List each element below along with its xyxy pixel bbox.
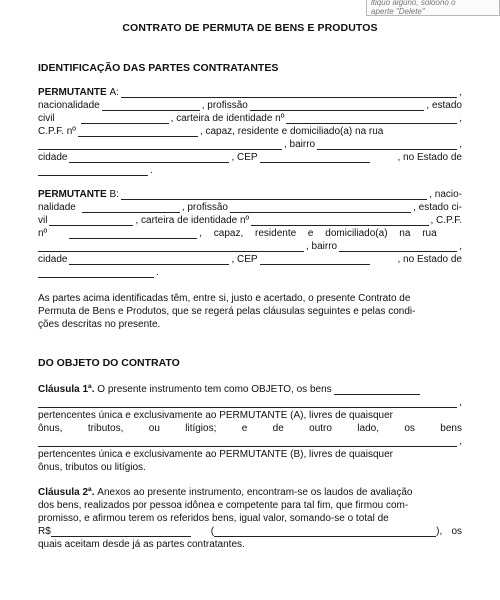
label-cpf: , C.P.F. (430, 215, 462, 226)
label-cidade: cidade (38, 254, 68, 265)
party-a-neighborhood-field[interactable] (317, 140, 457, 150)
party-a-state-field[interactable] (38, 166, 148, 176)
text-line: ções descritas no presente. (38, 319, 161, 330)
party-a-street-field[interactable] (38, 140, 282, 150)
clause-2-value-field[interactable] (51, 527, 191, 537)
label-capaz: , capaz, residente e domiciliado(a) na rua (199, 228, 437, 239)
document-title: CONTRATO DE PERMUTA DE BENS E PRODUTOS (122, 22, 378, 34)
party-a-block: PERMUTANTE A: , nacionalidade , profissão , estado civil , carteira de identidade nº , C.P.F. nº , capaz, residente e domiciliado(a) na rua , bairro , cidade , CEP , no Estado de . (38, 87, 462, 176)
label-bairro: , bairro (284, 139, 316, 150)
party-b-letter: B: (109, 189, 119, 200)
party-a-nationality-field[interactable] (102, 101, 200, 111)
text-line: O presente instrumento tem como OBJETO, os bens (97, 384, 332, 395)
text-line: promisso, e afirmou terem os referidos bens, igual valor, somando-se o total de (38, 513, 389, 524)
text-line: quais aceitam desde já as partes contratantes. (38, 539, 245, 550)
text-line: ônus, tributos ou litígios. (38, 462, 146, 473)
paren-open: ( (210, 526, 215, 537)
label-cpf: C.P.F. nº (38, 126, 76, 137)
label-carteira: , carteira de identidade nº (135, 215, 250, 226)
clause-1: Cláusula 1ª. O presente instrumento tem como OBJETO, os bens , pertencentes única e exclusivamente ao PERMUTANTE (A), livres de quaisquer ônus, tributos, ou litígios; e de outro lado, os bens , pertencentes única e exclusivamente ao PERMUTANTE (B), livres de quaisquer ônus, tributos ou litígios. (38, 384, 462, 473)
clause-2-label: Cláusula 2ª. (38, 487, 95, 498)
section-heading-object: DO OBJETO DO CONTRATO (38, 357, 180, 369)
label-cidade: cidade (38, 152, 68, 163)
text-line: pertencentes única e exclusivamente ao PERMUTANTE (B), livres de quaisquer (38, 449, 393, 460)
party-b-id-field[interactable] (251, 216, 428, 226)
party-b-cep-field[interactable] (260, 255, 370, 265)
clause-1-goods-a-field-cont[interactable] (38, 398, 457, 408)
clause-2-value-words-field[interactable] (214, 527, 436, 537)
label-estado-ci: , estado ci- (413, 202, 462, 213)
label-estado-de: , no Estado de (397, 152, 462, 163)
party-a-city-field[interactable] (69, 153, 229, 163)
party-b-state-field[interactable] (38, 268, 154, 278)
text-os: os (451, 526, 462, 537)
label-nalidade: nalidade (38, 202, 76, 213)
label-nacio: , nacio- (429, 189, 462, 200)
party-a-profession-field[interactable] (250, 101, 425, 111)
party-a-id-field[interactable] (286, 114, 457, 124)
label-capaz: , capaz, residente e domiciliado(a) na rua (199, 126, 384, 137)
label-civil: civil (38, 113, 55, 124)
label-no: nº (38, 228, 48, 239)
section-heading-identification: IDENTIFICAÇÃO DAS PARTES CONTRATANTES (38, 62, 279, 74)
party-a-cep-field[interactable] (260, 153, 370, 163)
label-cep: , CEP (231, 152, 258, 163)
party-b-label: PERMUTANTE (38, 189, 107, 200)
party-b-city-field[interactable] (69, 255, 229, 265)
party-b-civil-field[interactable] (49, 216, 133, 226)
intro-paragraph (38, 292, 462, 331)
paren-close: ), (436, 526, 443, 537)
label-estado: , estado (426, 100, 462, 111)
party-a-name-field[interactable] (121, 88, 457, 98)
clause-2 (38, 486, 462, 551)
label-profissao: , profissão (181, 202, 228, 213)
label-rs: R$ (38, 526, 51, 537)
label-nacionalidade: nacionalidade (38, 100, 100, 111)
party-a-cpf-field[interactable] (78, 127, 198, 137)
party-b-profession-field[interactable] (230, 203, 411, 213)
text-line: As partes acima identificadas têm, entre si, justo e acertado, o presente Contrato de (38, 293, 411, 304)
text-line: dos bens, realizados por pessoa idônea e competente para tal fim, que firmou com- (38, 500, 409, 511)
label-cep: , CEP (231, 254, 258, 265)
text-line: ônus, tributos, ou litígios; e de outro lado, os bens (38, 423, 462, 434)
label-profissao: , profissão (201, 100, 248, 111)
tooltip-line: aperte "Delete" (371, 7, 425, 16)
party-b-block: PERMUTANTE B: , nacio- nalidade , profissão , estado ci- vil , carteira de identidade nº , C.P.F. nº , capaz, residente e domiciliado(a) na rua , bairro , cidade , CEP , no Estado de . (38, 189, 462, 278)
party-a-letter: A: (109, 87, 119, 98)
text-line: Permuta de Bens e Produtos, que se regerá pelas cláusulas seguintes e pelas condi- (38, 306, 416, 317)
label-carteira: , carteira de identidade nº (170, 113, 285, 124)
party-b-neighborhood-field[interactable] (339, 242, 457, 252)
tooltip-hint (366, 0, 500, 16)
party-a-label: PERMUTANTE (38, 87, 107, 98)
label-vil: vil (38, 215, 48, 226)
label-bairro: , bairro (306, 241, 338, 252)
clause-1-label: Cláusula 1ª. (38, 384, 95, 395)
party-b-cpf-field[interactable] (69, 229, 197, 239)
clause-1-goods-a-field[interactable] (334, 385, 420, 395)
label-estado-de: , no Estado de (397, 254, 462, 265)
text-line: Anexos ao presente instrumento, encontram-se os laudos de avaliação (97, 487, 413, 498)
text-line: pertencentes única e exclusivamente ao PERMUTANTE (A), livres de quaisquer (38, 410, 393, 421)
party-a-civil-field[interactable] (81, 114, 169, 124)
party-b-name-field[interactable] (121, 190, 427, 200)
tooltip-line: ltiquo alguno, soloono o (371, 0, 456, 7)
clause-1-goods-b-field[interactable] (38, 437, 457, 447)
party-b-nationality-field[interactable] (82, 203, 180, 213)
party-b-street-field[interactable] (38, 242, 304, 252)
